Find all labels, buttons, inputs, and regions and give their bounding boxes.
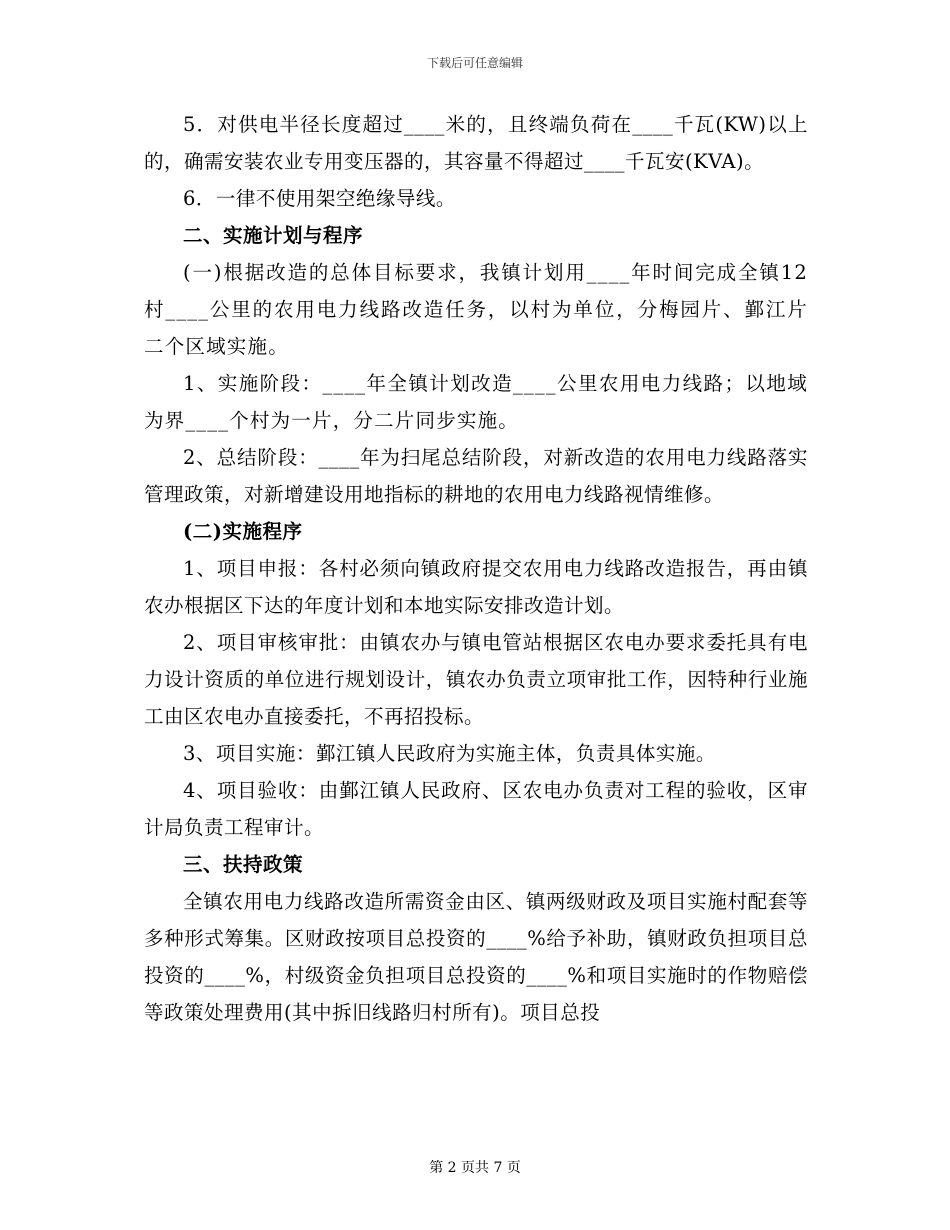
paragraph-project-acceptance: 4、项目验收：由鄞江镇人民政府、区农电办负责对工程的验收，区审计局负责工程审计。	[144, 779, 808, 839]
paragraph-summary-stage: 2、总结阶段：____年为扫尾总结阶段，对新改造的农用电力线路落实管理政策，对新增建设用地指标的耕地的农用电力线路视情维修。	[144, 446, 808, 506]
paragraph-project-execution: 3、项目实施：鄞江镇人民政府为实施主体，负责具体实施。	[183, 742, 716, 765]
section-heading-plan: 二、实施计划与程序	[183, 224, 364, 247]
paragraph-plan-goal: (一)根据改造的总体目标要求，我镇计划用____年时间完成全镇12村____公里的农用电力线路改造任务，以村为单位，分梅园片、鄞江片二个区域实施。	[144, 261, 808, 358]
document-body	[144, 106, 808, 1031]
page-header: 下载后可任意编辑	[426, 56, 523, 70]
paragraph-item-6: 6．一律不使用架空绝缘导线。	[183, 187, 456, 210]
paragraph-item-5: 5．对供电半径长度超过____米的，且终端负荷在____千瓦(KW)以上的，确需安装农业专用变压器的，其容量不得超过____千瓦安(KVA)。	[144, 113, 808, 173]
paragraph-project-application: 1、项目申报：各村必须向镇政府提交农用电力线路改造报告，再由镇农办根据区下达的年度计划和本地实际安排改造计划。	[144, 557, 808, 617]
paragraph-implementation-stage: 1、实施阶段：____年全镇计划改造____公里农用电力线路；以地域为界____个村为一片，分二片同步实施。	[144, 372, 808, 432]
paragraph-project-review: 2、项目审核审批：由镇农办与镇电管站根据区农电办要求委托具有电力设计资质的单位进行规划设计，镇农办负责立项审批工作，因特种行业施工由区农电办直接委托，不再招投标。	[144, 631, 808, 728]
page-footer: 第 2 页共 7 页	[429, 1160, 521, 1176]
paragraph-funding: 全镇农用电力线路改造所需资金由区、镇两级财政及项目实施村配套等多种形式筹集。区财政按项目总投资的____%给予补助，镇财政负担项目总投资的____%，村级资金负担项目总投资的____%和项目实施时的作物赔偿等政策处理费用(其中拆旧线路归村所有)。项目总投	[144, 890, 808, 1024]
section-heading-procedure: (二)实施程序	[183, 520, 303, 543]
section-heading-policy: 三、扶持政策	[183, 853, 304, 876]
